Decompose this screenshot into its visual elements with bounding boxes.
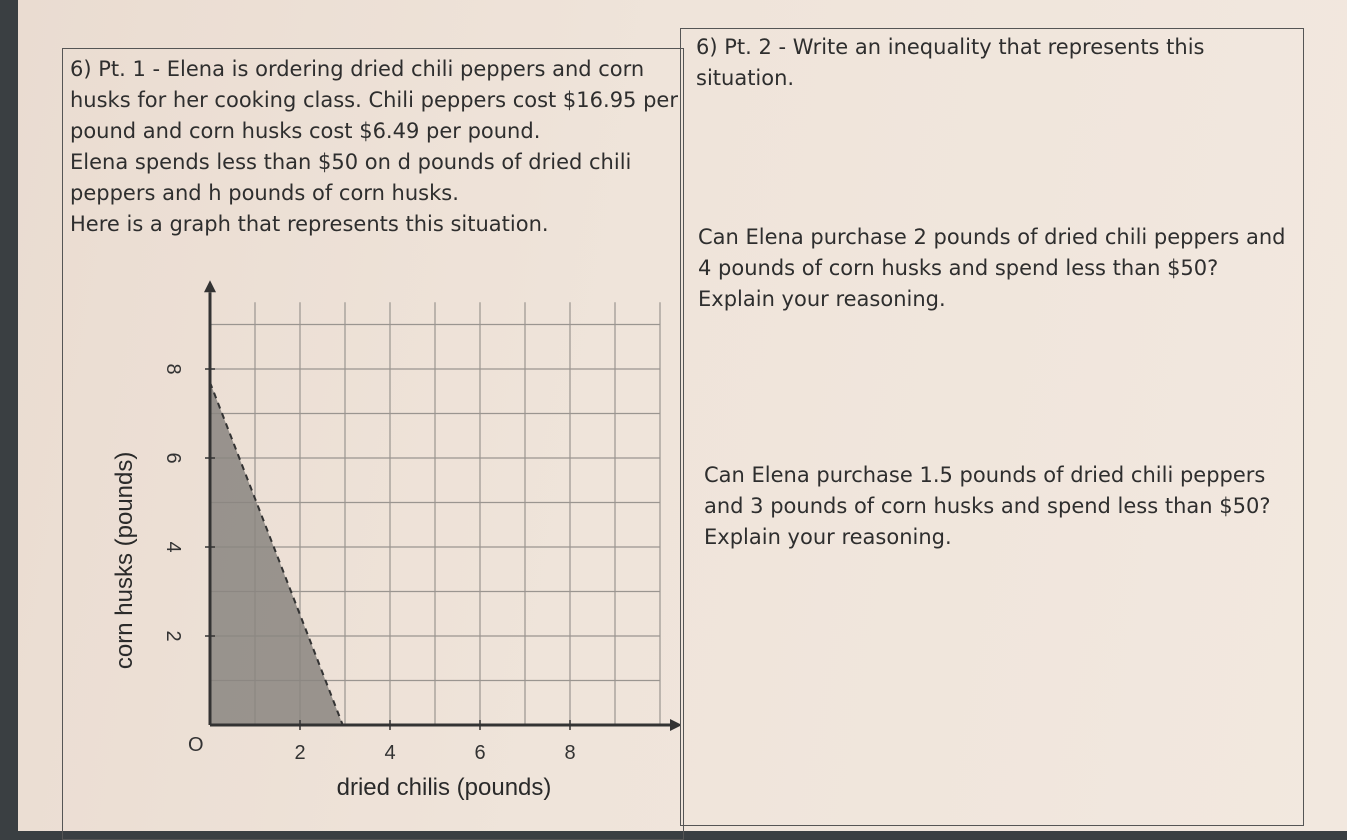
question-a: Can Elena purchase 2 pounds of dried chili peppers and 4 pounds of corn husks and spend less than $50? Explain your reasoning. bbox=[698, 225, 1286, 311]
x-tick-labels bbox=[294, 720, 575, 764]
y-tick-label: 4 bbox=[162, 541, 184, 553]
y-tick-labels bbox=[162, 363, 215, 641]
x-axis-arrow bbox=[670, 719, 680, 731]
x-axis-label: dried chilis (pounds) bbox=[336, 774, 552, 801]
part2-panel bbox=[680, 28, 1304, 826]
part1-intro: 6) Pt. 1 - Elena is ordering dried chili peppers and corn husks for her cooking class. Chili peppers cost $16.95 per pound and corn husks cost $6.49 per pound. bbox=[70, 57, 678, 143]
x-tick-label: 4 bbox=[384, 742, 396, 764]
origin-label: O bbox=[188, 734, 204, 756]
y-tick-label: 6 bbox=[162, 452, 184, 464]
y-tick-label: 2 bbox=[162, 630, 184, 642]
inequality-graph bbox=[100, 270, 680, 810]
question-b: Can Elena purchase 1.5 pounds of dried chili peppers and 3 pounds of corn husks and spend less than $50? Explain your reasoning. bbox=[704, 463, 1271, 549]
graph-caption: Here is a graph that represents this situation. bbox=[70, 212, 549, 236]
part2-prompt: 6) Pt. 2 - Write an inequality that represents this situation. bbox=[696, 35, 1205, 90]
y-axis-arrow bbox=[204, 280, 216, 292]
part1-situation: Elena spends less than $50 on d pounds of dried chili peppers and h pounds of corn husks. bbox=[70, 150, 632, 205]
x-tick-label: 8 bbox=[564, 742, 576, 764]
part1-text bbox=[70, 54, 680, 240]
y-axis-label: corn husks (pounds) bbox=[111, 451, 138, 670]
x-tick-label: 2 bbox=[294, 742, 306, 764]
y-tick-label: 8 bbox=[162, 363, 184, 375]
x-tick-label: 6 bbox=[474, 742, 486, 764]
